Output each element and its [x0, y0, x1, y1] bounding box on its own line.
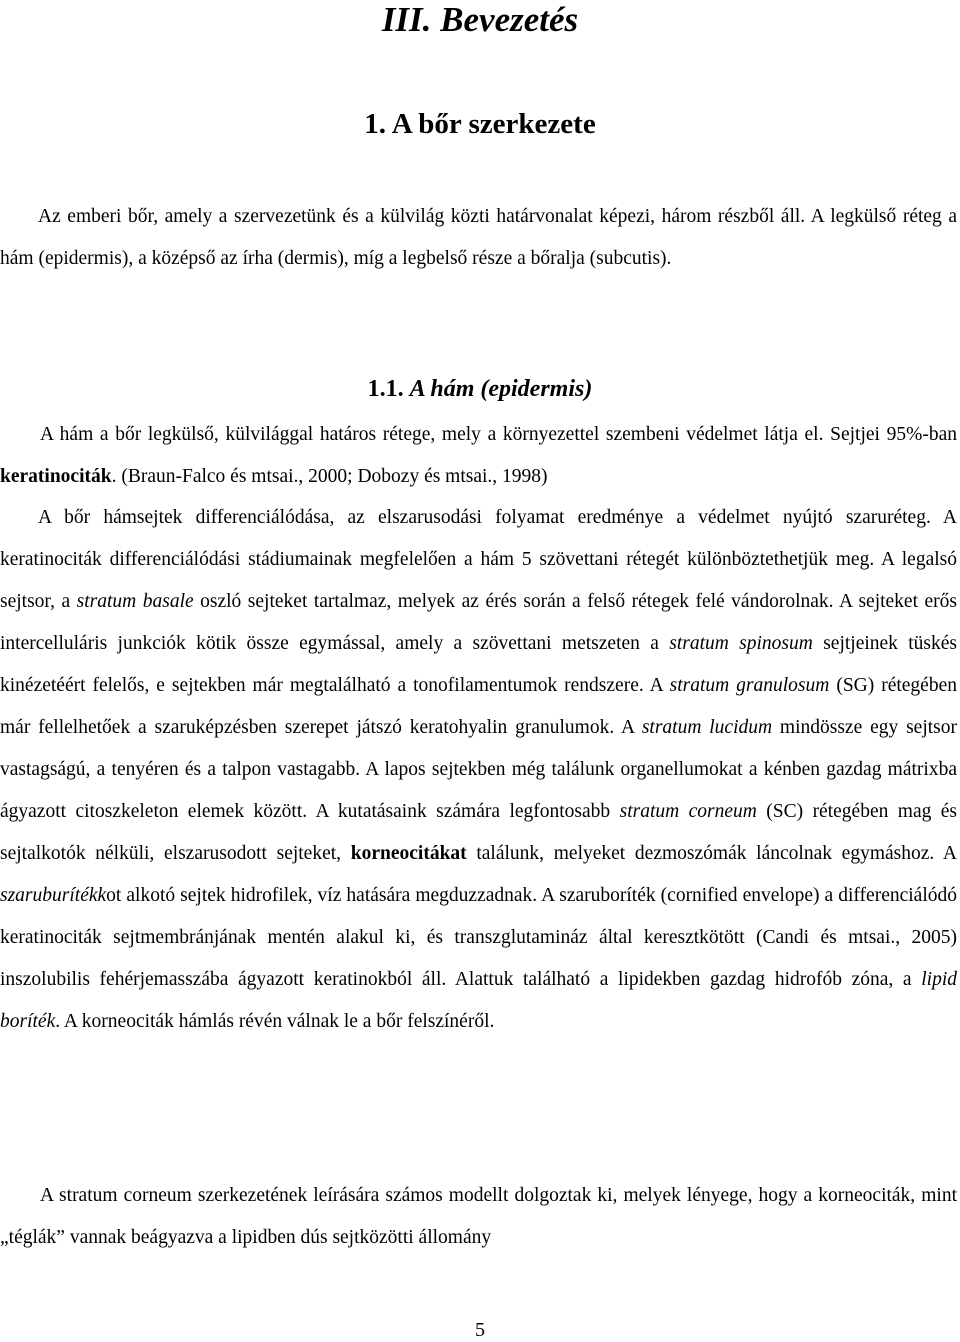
text-run: oszló sejteket tartalmaz, melyek az érés során a felső rétegek felé vándorolnak. A sejteket erős intercelluláris junkciók kötik össze egymással, amely a szövettani metszeten a	[0, 591, 957, 654]
italic-term: stratum corneum	[619, 801, 757, 822]
text-run: . A korneociták hámlás révén válnak le a bőr felszínéről.	[55, 1011, 495, 1032]
italic-term: stratum basale	[76, 591, 194, 612]
italic-term: stratum spinosum	[669, 633, 813, 654]
subsection-title	[0, 372, 960, 406]
italic-term: stratum lucidum	[641, 717, 773, 738]
text-run: találunk, melyeket dezmoszómák láncolnak egymáshoz. A	[466, 843, 957, 864]
text-run: (SC) rétegében mag és sejtalkotók nélküli, elszarusodott sejteket,	[0, 801, 958, 864]
paragraph-epidermis-intro	[0, 414, 957, 498]
italic-term: szaruburítékk	[0, 885, 107, 906]
chapter-title: III. Bevezetés	[381, 0, 579, 39]
intro-paragraph: Az emberi bőr, amely a szervezetünk és a külvilág közti határvonalat képezi, három részből áll. A legkülső réteg a hám (epidermis), a középső az írha (dermis), míg a legbelső része a bőralja (subcutis).	[0, 206, 957, 269]
text-run: ot alkotó sejtek hidrofilek, víz hatására megduzzadnak. A szaruboríték (cornified envelope) a differenciálódó keratinociták sejtmembránjának mentén alakul ki, és transzglutamináz által keresztkötött (Candi és mtsai., 2005) inszolubilis fehérjemasszába ágyazott keratinokból áll. Alattuk található a lipidekben gazdag hidrofób zóna, a	[0, 885, 957, 990]
italic-term: lipid boríték	[0, 969, 957, 1032]
page-number: 5	[475, 1319, 485, 1341]
paragraph-epidermis-layers	[0, 497, 957, 1043]
text-run: A bőr hámsejtek differenciálódása, az elszarusodási folyamat eredménye a védelmet nyújtó szaruréteg. A keratinociták differenciálódási stádiumainak megfelelően a hám 5 szövettani rétegét különböztethetjük meg. A legalsó sejtsor, a	[0, 507, 957, 612]
subsection-heading: A hám (epidermis)	[409, 376, 593, 402]
text-run: A hám a bőr legkülső, külvilággal határos rétege, mely a környezettel szembeni védelmet látja el. Sejtjei 95%-ban	[40, 424, 957, 445]
section-title: 1. A bőr szerkezete	[364, 108, 596, 140]
bold-term: keratinociták	[0, 466, 112, 487]
text-run: mindössze egy sejtsor vastagságú, a tenyéren és a talpon vastagabb. A lapos sejtekben még találunk organellumokat a kénben gazdag mátrixba ágyazott citoszkeleton elemek között. A kutatásaink számára legfontosabb	[0, 717, 957, 822]
text-run: sejtjeinek tüskés kinézetéért felelős, e sejtekben már megtalálható a tonofilamentumok rendszere. A	[0, 633, 958, 696]
paragraph-stratum-corneum-model: A stratum corneum szerkezetének leírására számos modellt dolgoztak ki, melyek lényege, hogy a korneociták, mint „téglák” vannak beágyazva a lipidben dús sejtközötti állomány	[0, 1185, 957, 1248]
text-run: (SG) rétegében már fellelhetőek a szaruképzésben szerepet játszó keratohyalin granulumok. A	[0, 675, 957, 738]
bold-term: korneocitákat	[350, 843, 467, 864]
text-run: . (Braun-Falco és mtsai., 2000; Dobozy és mtsai., 1998)	[111, 466, 548, 487]
subsection-number: 1.1.	[367, 376, 404, 402]
italic-term: stratum granulosum	[669, 675, 830, 696]
